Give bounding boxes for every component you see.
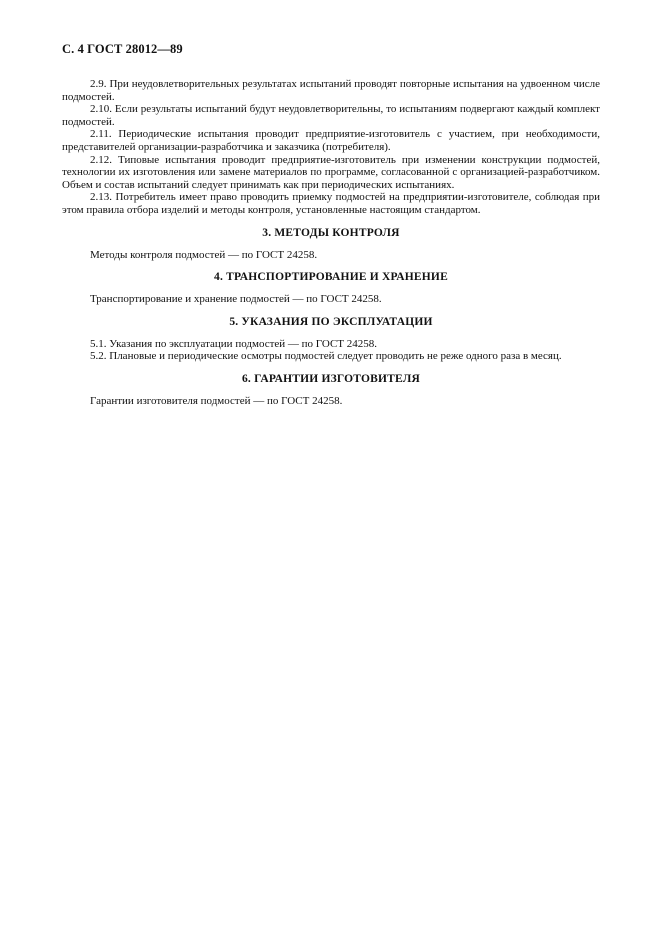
paragraph-5-1: 5.1. Указания по эксплуатации подмостей — по ГОСТ 24258.	[90, 337, 378, 350]
paragraph-4: Транспортирование и хранение подмостей — по ГОСТ 24258.	[90, 293, 382, 306]
section-5-title: 5. УКАЗАНИЯ ПО ЭКСПЛУАТАЦИИ	[229, 315, 433, 328]
section-4-title: 4. ТРАНСПОРТИРОВАНИЕ И ХРАНЕНИЕ	[214, 271, 448, 284]
section-3-title: 3. МЕТОДЫ КОНТРОЛЯ	[262, 226, 400, 239]
paragraph-2-13: 2.13. Потребитель имеет право проводить приемку подмостей на предприятии-изготовителе, соблюдая при этом правила отбора изделий и методы контроля, установленные настоящим стандартом.	[62, 191, 600, 216]
paragraph-2-12: 2.12. Типовые испытания проводит предприятие-изготовитель при изменении конструкции подмостей, технологии их изготовления или замене материалов по программе, согласованной с организацией-разработчиком. Объем и состав испытаний следует принимать как при периодических испытаниях.	[62, 153, 600, 191]
document-page	[62, 42, 600, 408]
paragraph-2-9: 2.9. При неудовлетворительных результатах испытаний проводят повторные испытания на удвоенном числе подмостей.	[62, 78, 600, 103]
paragraph-3: Методы контроля подмостей — по ГОСТ 24258.	[90, 248, 318, 261]
section-6-title: 6. ГАРАНТИИ ИЗГОТОВИТЕЛЯ	[241, 372, 421, 385]
paragraph-2-11: 2.11. Периодические испытания проводит предприятие-изготовитель с участием, при необходимости, представителей организации-разработчика и заказчика (потребителя).	[62, 128, 600, 153]
paragraph-5-2: 5.2. Плановые и периодические осмотры подмостей следует проводить не реже одного раза в месяц.	[90, 350, 562, 363]
page-header: С. 4 ГОСТ 28012—89	[62, 42, 183, 56]
paragraph-6: Гарантии изготовителя подмостей — по ГОСТ 24258.	[90, 394, 343, 407]
paragraph-2-10: 2.10. Если результаты испытаний будут неудовлетворительны, то испытаниям подвергают каждый комплект подмостей.	[62, 103, 600, 128]
